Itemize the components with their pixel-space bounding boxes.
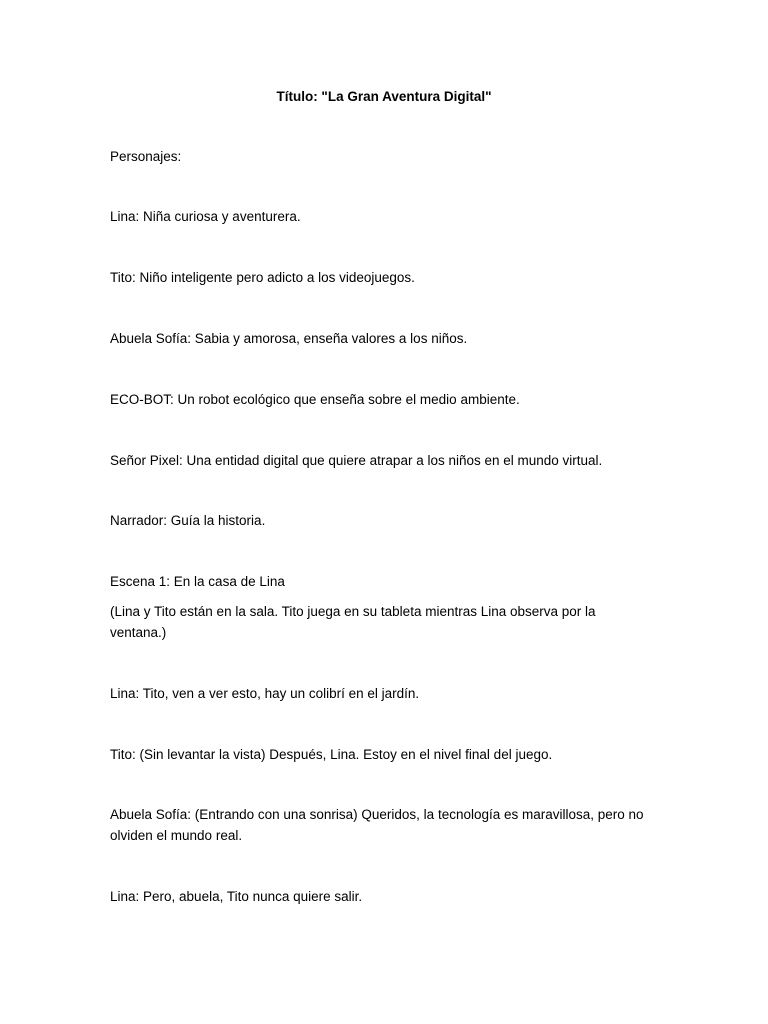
scene-1-heading: Escena 1: En la casa de Lina (110, 574, 285, 589)
dialogue-line: Abuela Sofía: (Entrando con una sonrisa) Queridos, la tecnología es maravillosa, pero no olviden el mundo real. (110, 807, 644, 843)
character-senor-pixel: Señor Pixel: Una entidad digital que quiere atrapar a los niños en el mundo virtual. (110, 453, 603, 468)
dialogue-line: Lina: Pero, abuela, Tito nunca quiere salir. (110, 889, 363, 904)
character-narrador: Narrador: Guía la historia. (110, 513, 266, 528)
dialogue-line: Tito: (Sin levantar la vista) Después, Lina. Estoy en el nivel final del juego. (110, 747, 553, 762)
characters-heading: Personajes: (110, 149, 182, 164)
dialogue-line: Lina: Tito, ven a ver esto, hay un colibrí en el jardín. (110, 686, 420, 701)
character-tito: Tito: Niño inteligente pero adicto a los videojuegos. (110, 270, 415, 285)
document-title: Título: "La Gran Aventura Digital" (276, 89, 492, 104)
stage-direction: (Lina y Tito están en la sala. Tito juega en su tableta mientras Lina observa por la ventana.) (110, 604, 596, 640)
character-lina: Lina: Niña curiosa y aventurera. (110, 209, 301, 224)
character-eco-bot: ECO-BOT: Un robot ecológico que enseña sobre el medio ambiente. (110, 392, 520, 407)
character-abuela-sofia: Abuela Sofía: Sabia y amorosa, enseña valores a los niños. (110, 331, 468, 346)
